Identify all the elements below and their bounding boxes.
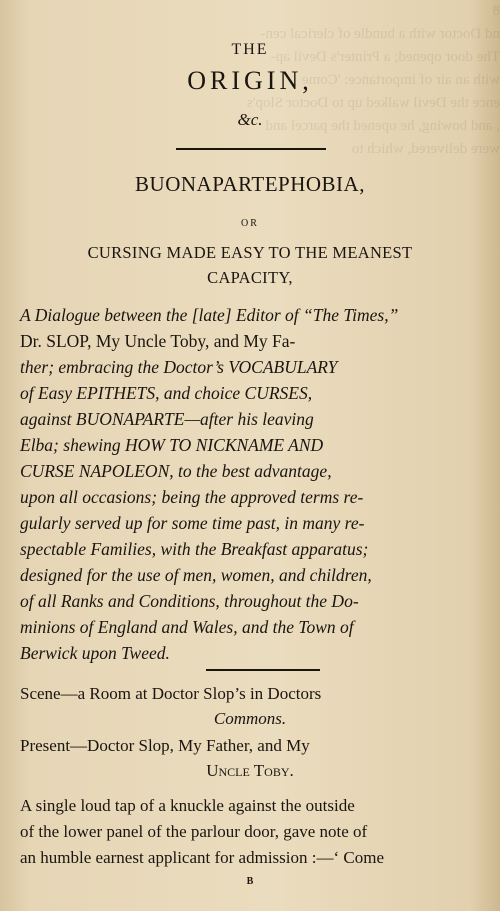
scene-line-2: Commons. <box>213 709 287 728</box>
description-line-3: ther; embracing the Doctor’s VOCABULARY <box>20 357 338 377</box>
present-line-1: Present—Doctor Slop, My Father, and My <box>20 736 310 755</box>
description-line-11: designed for the use of men, women, and children, <box>20 565 372 585</box>
description-line-10: spectable Families, with the Breakfast apparatus; <box>20 539 369 559</box>
subtitle-line-1: CURSING MADE EASY TO THE MEANEST <box>87 243 413 262</box>
description-line-1: A Dialogue between the [late] Editor of “The Times,” <box>20 305 399 325</box>
bleed-through-text: 8 nd Doctor with a bundle of clerical cen- The door opened; a Printer's Devil ap- with an air of importance: 'Come ence the Devil walked up to Doctor Slop's , and bowing, he opened the parcel and were delivered, which to <box>246 3 500 157</box>
description-line-13: minions of England and Wales, and the Town of <box>20 617 354 637</box>
header-origin: ORIGIN, <box>187 66 313 95</box>
description-line-2: Dr. SLOP, My Uncle Toby, and My Fa- <box>20 331 296 351</box>
header-the: THE <box>231 41 269 58</box>
description-line-6: Elba; shewing HOW TO NICKNAME AND <box>20 435 324 455</box>
scene-line-1: Scene—a Room at Doctor Slop’s in Doctors <box>20 684 322 703</box>
description-line-4: of Easy EPITHETS, and choice CURSES, <box>20 383 313 403</box>
description-line-12: of all Ranks and Conditions, throughout the Do- <box>20 591 359 611</box>
present-line-2: Uncle Toby. <box>206 761 294 780</box>
description-line-8: upon all occasions; being the approved terms re- <box>20 487 364 507</box>
body-line-2: of the lower panel of the parlour door, gave note of <box>20 822 368 841</box>
description-line-7: CURSE NAPOLEON, to the best advantage, <box>20 461 332 481</box>
description-line-5: against BUONAPARTE—after his leaving <box>20 409 314 429</box>
main-title: BUONAPARTEPHOBIA, <box>135 172 365 196</box>
body-line-1: A single loud tap of a knuckle against the outside <box>20 796 355 815</box>
title-or: OR <box>241 218 259 229</box>
description-line-14: Berwick upon Tweed. <box>20 643 170 663</box>
signature-mark: B <box>246 876 254 887</box>
subtitle-line-2: CAPACITY, <box>207 268 293 287</box>
description-line-9: gularly served up for some time past, in many re- <box>20 513 365 533</box>
body-line-3: an humble earnest applicant for admission :—‘ Come <box>20 848 384 867</box>
middle-divider <box>206 669 320 671</box>
top-divider <box>176 148 326 150</box>
header-etc: &c. <box>237 110 263 129</box>
